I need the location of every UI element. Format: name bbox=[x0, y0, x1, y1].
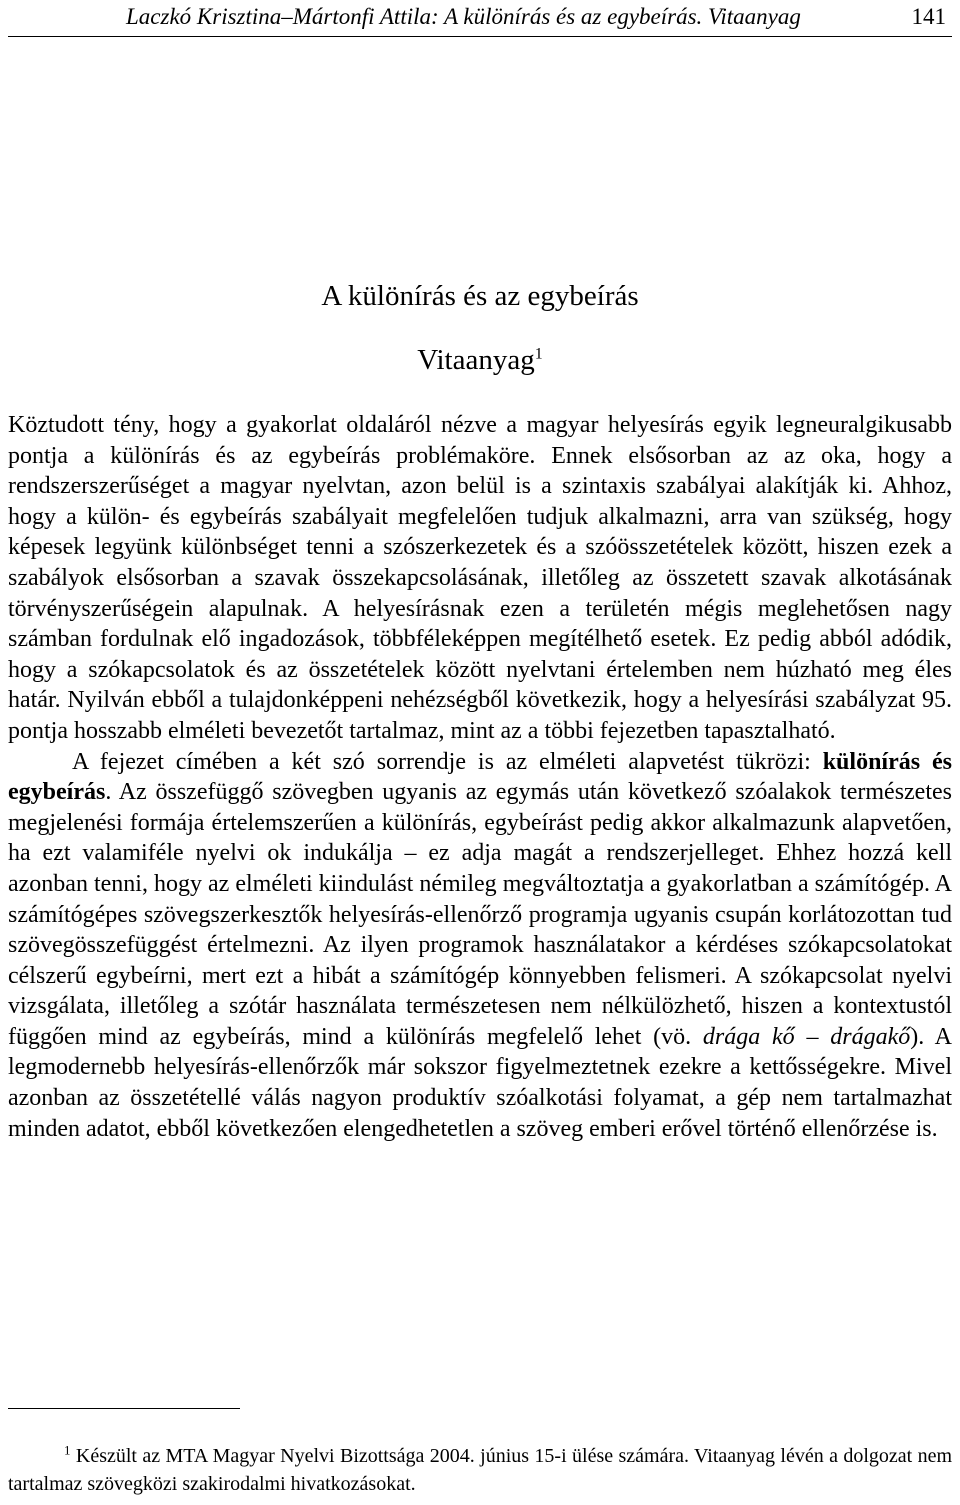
header-divider bbox=[8, 36, 952, 37]
text-run: A fejezet címében a két szó sorrendje is az elméleti alapvetést tükrözi: bbox=[72, 748, 823, 775]
running-title: Laczkó Krisztina–Mártonfi Attila: A különírás és az egybeírás. Vitaanyag bbox=[126, 4, 801, 29]
article-body bbox=[8, 410, 952, 1144]
bold-text-run: különírás és egybeírás bbox=[8, 748, 952, 806]
subtitle-text: Vitaanyag bbox=[417, 344, 535, 376]
page-number: 141 bbox=[911, 4, 946, 29]
text-run: Köztudott tény, hogy a gyakorlat oldaláról nézve a magyar helyesírás egyik legneuralgikusabb pontja a különírás és az egybeírás problémaköre. Ennek elsősorban az az oka, hogy a rendszerszerűséget a magyar nyelvtan, azon belül is a szintaxis szabályai alakítják ki. Ahhoz, hogy a külön- és egybeírás szabályait megfelelően tudjuk alkalmazni, arra van szükség, hogy képesek legyünk különbséget tenni a szószerkezetek és a szóösszetételek között, hiszen ezek a szabályok elsősorban a szavak összekapcsolásának, illetőleg az összetett szavak alkotásának törvényszerűségein alapulnak. A helyesírásnak ezen a területén mégis meglehetősen nagy számban fordulnak elő ingadozások, többféleképpen megítélhető esetek. Ez pedig abból adódik, hogy a szókapcsolatok és az összetételek között nyelvtani értelemben nem húzható meg éles határ. Nyilván ebből a tulajdonképpeni nehézségből következik, hogy a helyesírási szabályzat 95. pontja hosszabb elméleti bevezetőt tartalmaz, mint az a többi fejezetben tapasztalható. bbox=[8, 412, 952, 744]
footnote-number: 1 bbox=[64, 1442, 71, 1458]
text-run: ). A legmodernebb helyesírás-ellenőrzők már sokszor figyelmeztetnek ezekre a kettősségekre. Mivel azonban az összetétellé válás nagyon produktív szóalkotási folyamat, a gép nem tartalmazhat minden adatot, ebből következően elengedhetetlen a szöveg emberi erővel történő ellenőrzése is. bbox=[8, 1023, 953, 1142]
italic-text-run: drága kő – drágakő bbox=[702, 1023, 911, 1050]
footnote-divider bbox=[8, 1408, 240, 1409]
footnote bbox=[8, 1442, 952, 1498]
paragraph-1 bbox=[8, 410, 952, 747]
article-title: A különírás és az egybeírás bbox=[321, 280, 639, 312]
text-run: . Az összefüggő szövegben ugyanis az egymás után következő szóalakok természetes megjelenési formája értelemszerűen a különírás, egybeírást pedig akkor alkalmazunk alapvetően, ha ezt valamiféle nyelvi ok indukálja – ez adja magát a rendszerjelleget. Ehhez hozzá kell azonban tenni, hogy az elméleti kiindulást némileg megváltoztatja a gyakorlatban a számítógép. A számítógépes szövegszerkesztők helyesírás-ellenőrző programja ugyanis csupán korlátozottan tud szövegösszefüggést értelmezni. Az ilyen programok használatakor a kérdéses szókapcsolatokat célszerű egybeírni, mert ezt a hibát a számítógép könnyebben felismeri. A szókapcsolat nyelvi vizsgálata, illetőleg a szótár használata természetesen nem nélkülözhető, hiszen a kontextustól függően mind az egybeírás, mind a különírás megfelelő lehet (vö. bbox=[8, 779, 952, 1050]
footnote-text: Készült az MTA Magyar Nyelvi Bizottsága 2004. június 15-i ülése számára. Vitaanyag lévén a dolgozat nem tartalmaz szövegközi szakirodalmi hivatkozásokat. bbox=[8, 1445, 952, 1495]
paragraph-2 bbox=[8, 747, 952, 1145]
article-subtitle bbox=[0, 340, 960, 380]
running-header bbox=[0, 0, 960, 46]
footnote-marker: 1 bbox=[534, 345, 543, 363]
